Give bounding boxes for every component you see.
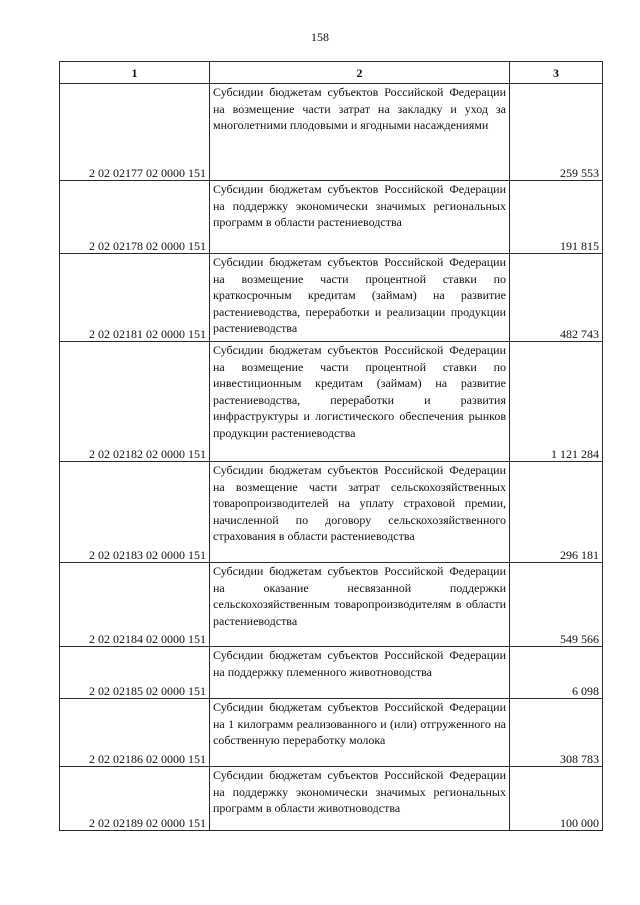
table-row [60, 84, 603, 181]
budget-code: 2 02 02185 02 0000 151 [60, 647, 210, 699]
budget-code: 2 02 02184 02 0000 151 [60, 563, 210, 647]
table-row [60, 254, 603, 342]
amount-value: 1 121 284 [510, 342, 603, 462]
table-row [60, 181, 603, 254]
page-number: 158 [311, 30, 329, 44]
budget-code: 2 02 02183 02 0000 151 [60, 462, 210, 563]
amount-value: 549 566 [510, 563, 603, 647]
row-description: Субсидии бюджетам субъектов Российской Федерации на возмещение части процентной ставки по инвестиционным кредитам (займам) на развитие растениеводства, переработки и развития инфраструктуры и логистического обеспечения рынков продукции растениеводства [210, 342, 510, 462]
row-description: Субсидии бюджетам субъектов Российской Федерации на возмещение части затрат на закладку и уход за многолетними плодовыми и ягодными насаждениями [210, 84, 510, 181]
amount-value: 308 783 [510, 699, 603, 767]
header-col-2: 2 [210, 62, 510, 84]
budget-code: 2 02 02178 02 0000 151 [60, 181, 210, 254]
amount-value: 100 000 [510, 767, 603, 831]
budget-code: 2 02 02189 02 0000 151 [60, 767, 210, 831]
header-col-1: 1 [60, 62, 210, 84]
row-description: Субсидии бюджетам субъектов Российской Федерации на поддержку племенного животноводства [210, 647, 510, 699]
amount-value: 296 181 [510, 462, 603, 563]
row-description: Субсидии бюджетам субъектов Российской Федерации на возмещение части затрат сельскохозяйственных товаропроизводителей на уплату страховой премии, начисленной по договору сельскохозяйственного страхования в области растениеводства [210, 462, 510, 563]
amount-value: 259 553 [510, 84, 603, 181]
row-description: Субсидии бюджетам субъектов Российской Федерации на 1 килограмм реализованного и (или) отгруженного на собственную переработку молока [210, 699, 510, 767]
header-col-3: 3 [510, 62, 603, 84]
header-row [60, 62, 603, 84]
budget-table [59, 61, 603, 831]
amount-value: 482 743 [510, 254, 603, 342]
budget-code: 2 02 02177 02 0000 151 [60, 84, 210, 181]
table-row [60, 462, 603, 563]
row-description: Субсидии бюджетам субъектов Российской Федерации на поддержку экономически значимых региональных программ в области животноводства [210, 767, 510, 831]
table-row [60, 767, 603, 831]
amount-value: 191 815 [510, 181, 603, 254]
table-header [60, 62, 603, 84]
table-row [60, 342, 603, 462]
table-body [60, 84, 603, 831]
budget-code: 2 02 02182 02 0000 151 [60, 342, 210, 462]
row-description: Субсидии бюджетам субъектов Российской Федерации на оказание несвязанной поддержки сельскохозяйственным товаропроизводителям в области растениеводства [210, 563, 510, 647]
row-description: Субсидии бюджетам субъектов Российской Федерации на поддержку экономически значимых региональных программ в области растениеводства [210, 181, 510, 254]
amount-value: 6 098 [510, 647, 603, 699]
table-row [60, 699, 603, 767]
table-row [60, 647, 603, 699]
row-description: Субсидии бюджетам субъектов Российской Федерации на возмещение части процентной ставки по краткосрочным кредитам (займам) на развитие растениеводства, переработки и реализации продукции растениеводства [210, 254, 510, 342]
budget-code: 2 02 02186 02 0000 151 [60, 699, 210, 767]
table-row [60, 563, 603, 647]
budget-code: 2 02 02181 02 0000 151 [60, 254, 210, 342]
